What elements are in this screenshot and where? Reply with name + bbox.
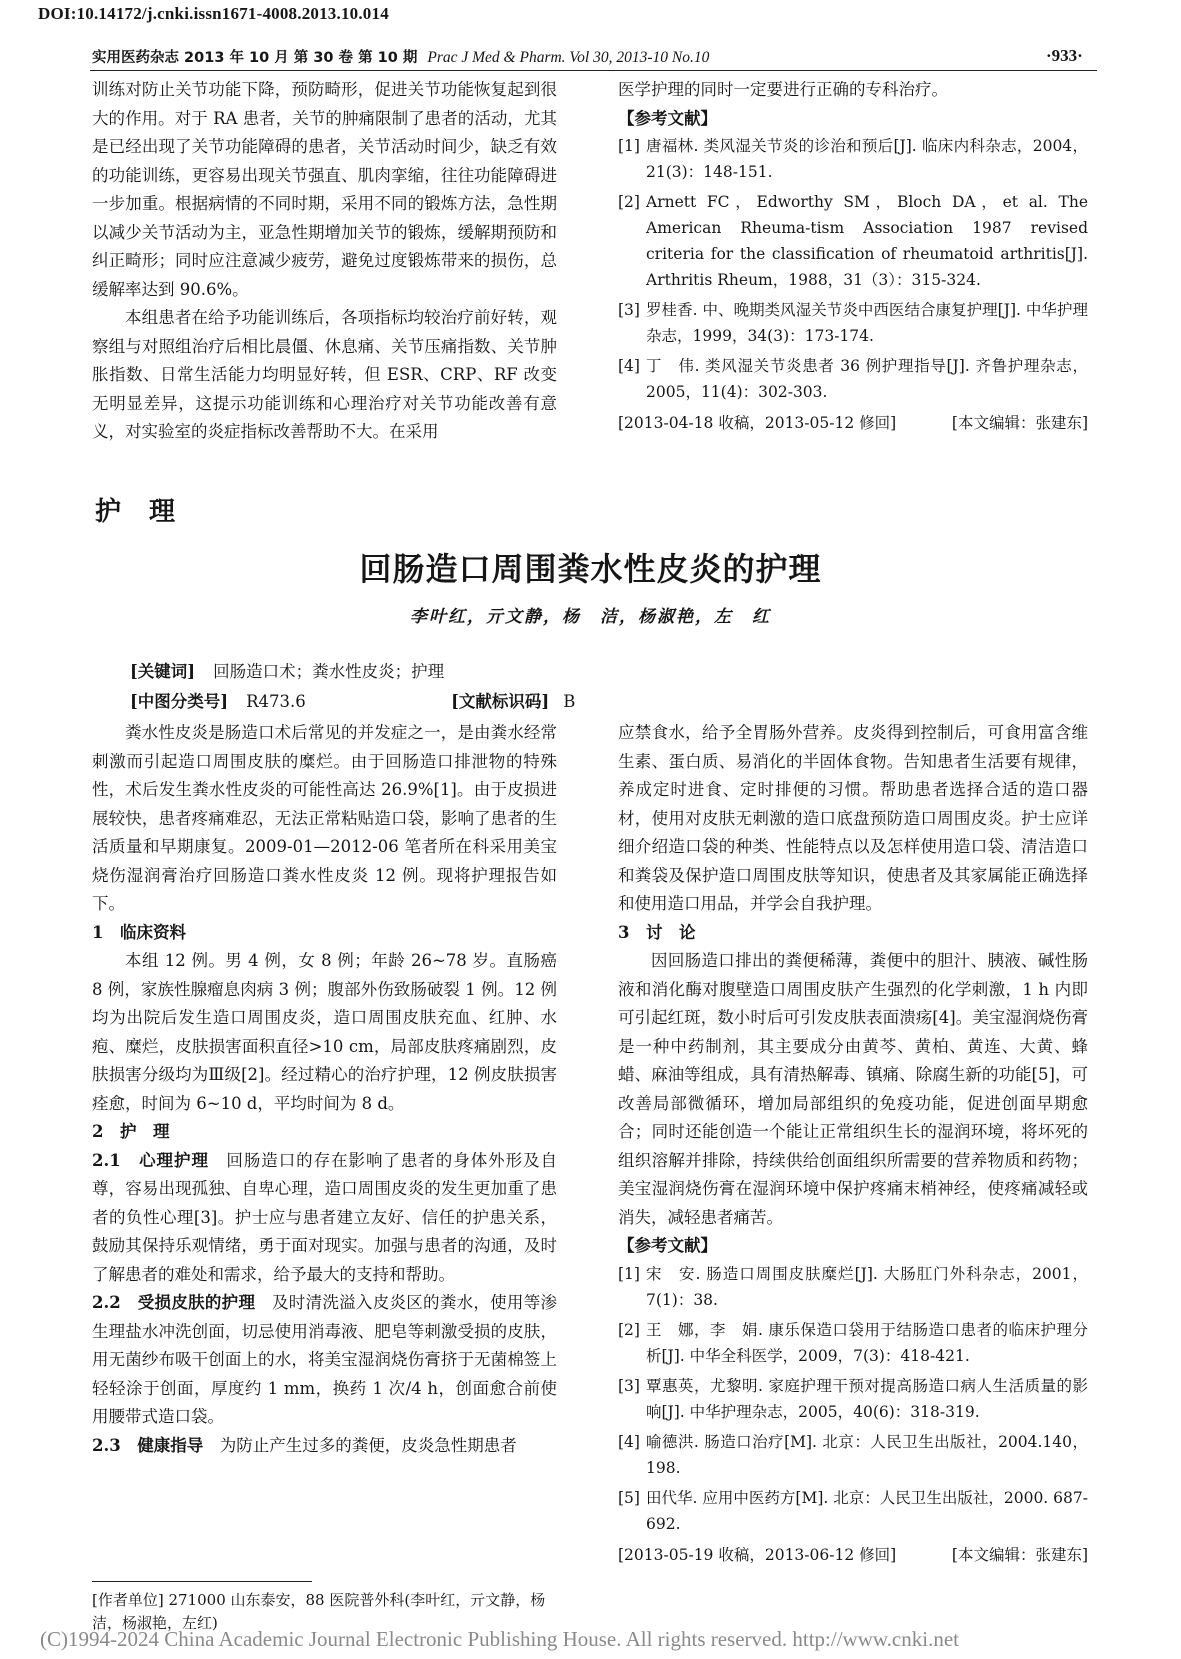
reference-text: 王 娜，李 娟. 康乐保造口袋用于结肠造口患者的临床护理分析[J]. 中华全科医学，2009，7(3)：418-421. xyxy=(646,1320,1088,1365)
prev-editor: [本文编辑：张建东] xyxy=(951,414,1088,432)
reference-item xyxy=(618,353,1088,405)
subsection-text: 及时清洗溢入皮炎区的粪水，使用等渗生理盐水冲洗创面，切忌使用消毒液、肥皂等刺激受损的皮肤，用无菌纱布吸干创面上的水，将美宝湿润烧伤膏挤于无菌棉签上轻轻涂于创面，厚度约 1 mm，换药 1 次/4 h，创面愈合前使用腰带式造口袋。 xyxy=(92,1293,557,1426)
clc-label: [中图分类号] xyxy=(130,692,229,711)
reference-number: [1] xyxy=(618,1264,640,1283)
doc-code-value: B xyxy=(563,692,576,711)
keywords-value: 回肠造口术；粪水性皮炎；护理 xyxy=(213,662,445,681)
prev-references-heading: 【参考文献】 xyxy=(618,108,717,128)
article-title: 回肠造口周围粪水性皮炎的护理 xyxy=(359,550,822,588)
doi-line: DOI:10.14172/j.cnki.issn1671-4008.2013.10.014 xyxy=(38,4,389,23)
header-rule xyxy=(90,70,1097,71)
reference-number: [2] xyxy=(618,193,640,211)
footnote-rule xyxy=(92,1581,312,1582)
reference-item xyxy=(618,189,1088,293)
reference-text: 宋 安. 肠造口周围皮肤糜烂[J]. 大肠肛门外科杂志，2001，7(1)：38. xyxy=(646,1264,1088,1309)
reference-number: [4] xyxy=(618,1432,640,1451)
reference-item xyxy=(618,1429,1088,1481)
journal-name-en: Prac J Med & Pharm. Vol 30, 2013-10 No.10 xyxy=(427,49,710,66)
copyright-watermark: (C)1994-2024 China Academic Journal Electronic Publishing House. All rights reserved. http://www.cnki.net xyxy=(40,1627,959,1651)
subsection-paragraph xyxy=(92,1432,557,1461)
article-metadata xyxy=(130,657,575,717)
reference-text: 田代华. 应用中医药方[M]. 北京：人民卫生出版社，2000. 687-692. xyxy=(646,1488,1088,1533)
clc-value: R473.6 xyxy=(246,692,306,711)
reference-list xyxy=(618,1261,1088,1537)
editor: [本文编辑：张建东] xyxy=(951,1545,1088,1564)
article-right-column xyxy=(618,719,1088,1569)
reference-text: 覃惠英，尤黎明. 家庭护理干预对提高肠造口病人生活质量的影响[J]. 中华护理杂志，2005，40(6)：318-319. xyxy=(646,1376,1088,1421)
reference-text: Arnett FC，Edworthy SM，Bloch DA，et al. The American Rheuma-tism Association 1987 revised criteria for the classification of rheumatoid arthritis[J]. Arthritis Rheum，1988，31（3）：315-324. xyxy=(646,193,1088,289)
body-paragraph: 本组 12 例。男 4 例，女 8 例；年龄 26~78 岁。直肠癌 8 例，家族性腺瘤息肉病 3 例；腹部外伤致肠破裂 1 例。12 例均为出院后发生造口周围皮炎，造口周围皮肤充血、红肿、水疱、糜烂，皮肤损害面积直径>10 cm，局部皮肤疼痛剧烈，皮肤损害分级均为Ⅲ级[2]。经过精心的治疗护理，12 例皮肤损害痊愈，时间为 6~10 d，平均时间为 8 d。 xyxy=(92,951,557,1113)
reference-item xyxy=(618,133,1088,185)
prev-received-line xyxy=(618,409,1088,438)
prev-right-paragraph: 医学护理的同时一定要进行正确的专科治疗。 xyxy=(618,80,948,99)
prev-reference-list xyxy=(618,133,1088,405)
reference-number: [4] xyxy=(618,357,640,375)
prev-paragraph-2: 本组患者在给予功能训练后，各项指标均较治疗前好转，观察组与对照组治疗后相比晨僵、休息痛、关节压痛指数、关节肿胀指数、日常生活能力均明显好转，但 ESR、CRP、RF 改变无明显差异，这提示功能训练和心理治疗对关节功能改善有意义，对实验室的炎症指标改善帮助不大。在采用 xyxy=(92,308,557,441)
references-heading: 【参考文献】 xyxy=(618,1236,717,1255)
section-heading: 3 讨 论 xyxy=(618,922,696,942)
subsection-text: 为防止产生过多的粪便，皮炎急性期患者 xyxy=(219,1435,517,1455)
journal-name-cn: 实用医药杂志 2013 年 10 月 第 30 卷 第 10 期 xyxy=(92,50,418,66)
keywords-row xyxy=(130,657,575,687)
reference-text: 喻德洪. 肠造口治疗[M]. 北京：人民卫生出版社，2004.140，198. xyxy=(646,1432,1088,1477)
subsection-paragraph xyxy=(92,1147,557,1290)
reference-item xyxy=(618,297,1088,349)
prev-article-left-column xyxy=(92,76,557,447)
subsection-paragraph xyxy=(92,1289,557,1432)
reference-item xyxy=(618,1261,1088,1313)
reference-number: [3] xyxy=(618,1376,640,1395)
reference-number: [5] xyxy=(618,1488,640,1507)
body-paragraph: 粪水性皮炎是肠造口术后常见的并发症之一，是由粪水经常刺激而引起造口周围皮肤的糜烂。由于回肠造口排泄物的特殊性，术后发生粪水性皮炎的可能性高达 26.9%[1]。由于皮损进展较快，患者疼痛难忍，无法正常粘贴造口袋，影响了患者的生活质量和早期康复。2009-01—2012-06 笔者所在科采用美宝烧伤湿润膏治疗回肠造口粪水性皮炎 12 例。现将护理报告如下。 xyxy=(92,723,557,913)
received-date: [2013-05-19 收稿，2013-06-12 修回] xyxy=(618,1545,897,1564)
keywords-label: [关键词] xyxy=(130,662,196,681)
prev-received-date: [2013-04-18 收稿，2013-05-12 修回] xyxy=(618,414,897,432)
reference-number: [1] xyxy=(618,137,640,155)
doc-code-label: [文献标识码] xyxy=(451,692,550,711)
reference-number: [2] xyxy=(618,1320,640,1339)
reference-text: 唐福林. 类风湿关节炎的诊治和预后[J]. 临床内科杂志，2004，21(3)：148-151. xyxy=(646,137,1088,181)
reference-text: 罗桂香. 中、晚期类风湿关节炎中西医结合康复护理[J]. 中华护理杂志，1999，34(3)：173-174. xyxy=(646,301,1088,345)
running-header xyxy=(92,46,709,67)
author-line: 李叶红，亓文静，杨 洁，杨淑艳，左 红 xyxy=(410,607,771,627)
section-title: 护理 xyxy=(95,497,204,527)
article-left-column xyxy=(92,719,557,1460)
received-line xyxy=(618,1541,1088,1570)
classification-row xyxy=(130,687,575,717)
reference-item xyxy=(618,1485,1088,1537)
author-affiliation-footnote: [作者单位] 271000 山东泰安，88 医院普外科(李叶红，亓文静，杨洁，杨淑艳，左红) xyxy=(92,1591,546,1632)
prev-paragraph-1: 训练对防止关节功能下降，预防畸形，促进关节功能恢复起到很大的作用。对于 RA 患者，关节的肿痛限制了患者的活动，尤其是已经出现了关节功能障碍的患者，关节活动时间少，缺乏有效的功能训练，更容易出现关节强直、肌肉挛缩，往往功能障碍进一步加重。根据病情的不同时期，采用不同的锻炼方法，急性期以减少关节活动为主，亚急性期增加关节的锻炼，缓解期预防和纠正畸形；同时应注意减少疲劳，避免过度锻炼带来的损伤，总缓解率达到 90.6%。 xyxy=(92,80,557,299)
subsection-label: 2.1 心理护理 xyxy=(92,1150,209,1170)
body-paragraph: 因回肠造口排出的粪便稀薄，粪便中的胆汁、胰液、碱性肠液和消化酶对腹壁造口周围皮肤产生强烈的化学刺激，1 h 内即可引起红斑，数小时后可引发皮肤表面溃疡[4]。美宝湿润烧伤膏是一种中药制剂，其主要成分由黄芩、黄柏、黄连、大黄、蜂蜡、麻油等组成，具有清热解毒、镇痛、除腐生新的功能[5]，可改善局部微循环，增加局部组织的免疫功能，促进创面早期愈合；同时还能创造一个能让正常组织生长的湿润环境，将坏死的组织溶解并排除，持续供给创面组织所需要的营养物质和药物；美宝湿润烧伤膏在湿润环境中保护疼痛末梢神经，使疼痛减轻或消失，减轻患者痛苦。 xyxy=(618,951,1088,1227)
reference-number: [3] xyxy=(618,301,640,319)
reference-text: 丁 伟. 类风湿关节炎患者 36 例护理指导[J]. 齐鲁护理杂志，2005，11(4)：302-303. xyxy=(646,357,1088,401)
reference-item xyxy=(618,1373,1088,1425)
body-paragraph: 应禁食水，给予全胃肠外营养。皮炎得到控制后，可食用富含维生素、蛋白质、易消化的半固体食物。告知患者生活要有规律，养成定时进食、定时排便的习惯。帮助患者选择合适的造口器材，使用对皮肤无刺激的造口底盘预防造口周围皮炎。护士应详细介绍造口袋的种类、性能特点以及怎样使用造口袋、清洁造口和粪袋及保护造口周围皮肤等知识，使患者及其家属能正确选择和使用造口用品，并学会自我护理。 xyxy=(618,723,1088,913)
subsection-text: 回肠造口的存在影响了患者的身体外形及自尊，容易出现孤独、自卑心理，造口周围皮炎的发生更加重了患者的负性心理[3]。护士应与患者建立友好、信任的护患关系，鼓励其保持乐观情绪，勇于面对现实。加强与患者的沟通，及时了解患者的难处和需求，给予最大的支持和帮助。 xyxy=(92,1150,557,1284)
subsection-label: 2.2 受损皮肤的护理 xyxy=(92,1293,256,1312)
prev-article-right-column xyxy=(618,76,1088,438)
section-heading: 1 临床资料 xyxy=(92,922,186,942)
subsection-label: 2.3 健康指导 xyxy=(92,1435,204,1455)
section-heading: 2 护 理 xyxy=(92,1122,170,1141)
reference-item xyxy=(618,1317,1088,1369)
page-number: ·933· xyxy=(1046,46,1083,65)
